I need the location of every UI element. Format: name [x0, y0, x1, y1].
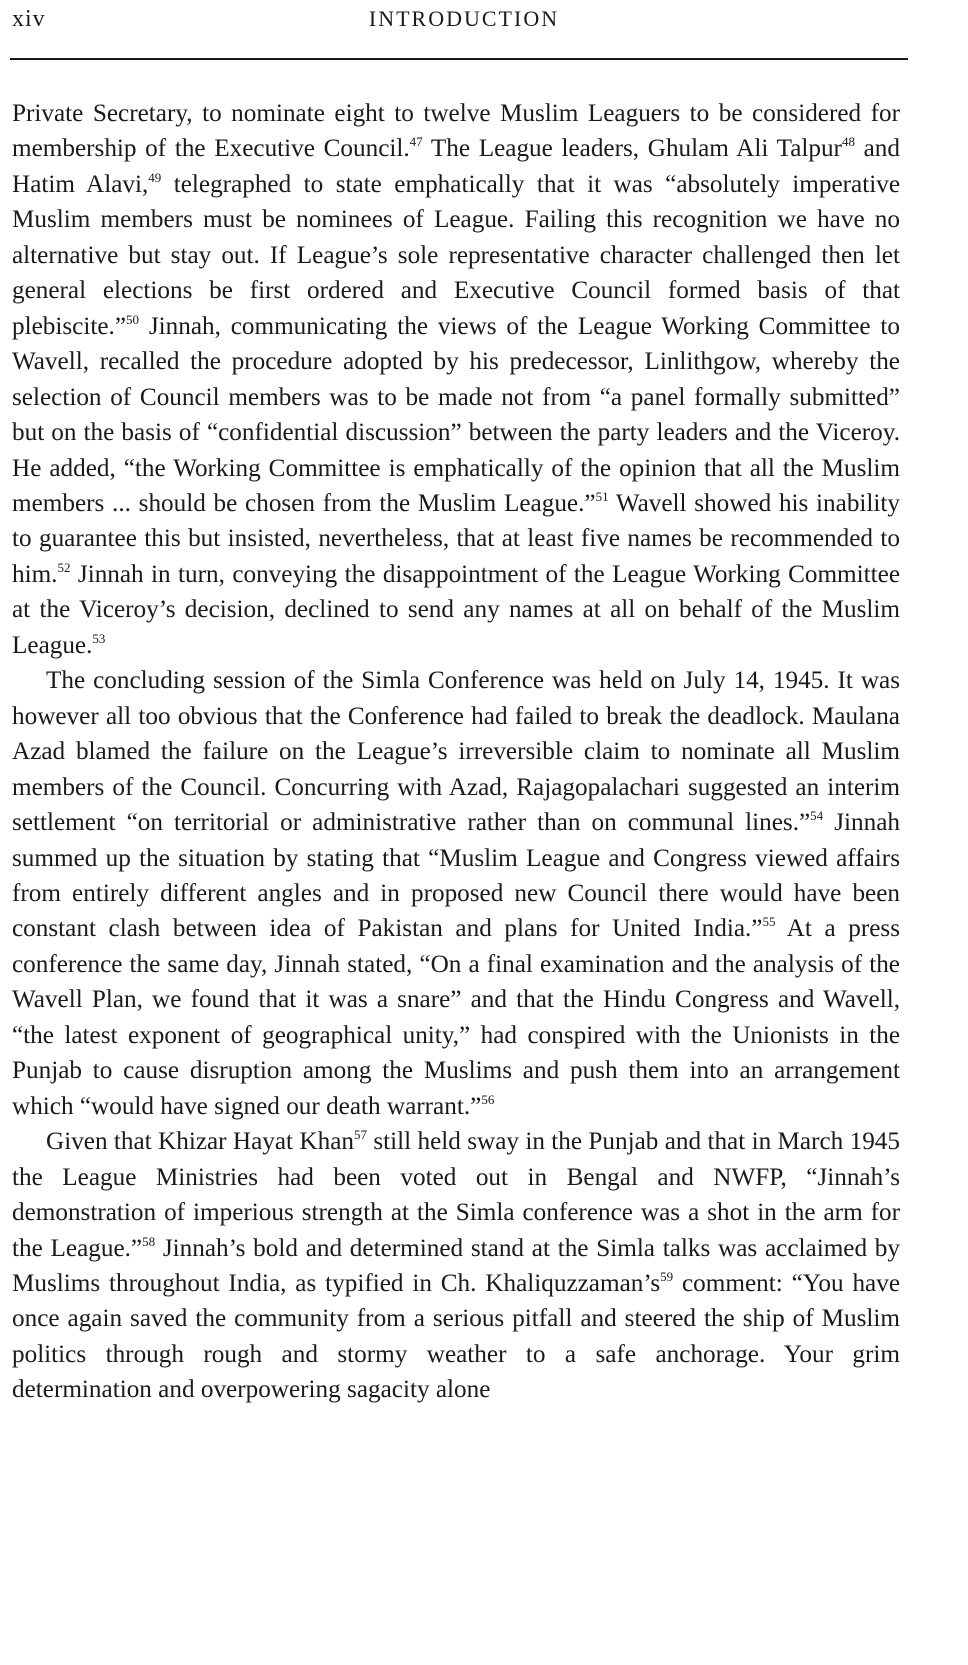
paragraph-text: Jinnah in turn, conveying the disappointment of the League Working Committee at the Viceroy’s decision, declined to send any names at all on behalf of the Muslim League.: [12, 560, 900, 659]
paragraph-text: still held sway in the Punjab and that in March 1945 the League Ministries had been voted out in Bengal and NWFP, “Jinnah’s demonstration of imperious strength at the Simla conference was a shot in the arm for the League.”: [12, 1128, 900, 1262]
header-rule: [10, 58, 908, 60]
footnote-ref: 47: [409, 134, 423, 150]
paragraph-text: Private Secretary, to nominate eight to twelve Muslim Leaguers to be considered for membership of the Executive Council.: [12, 100, 900, 163]
paragraph-text: Wavell showed his inability to guarantee this but insisted, nevertheless, that at least five names be recommended to him.: [12, 489, 901, 588]
paragraph-text: Given that Khizar Hayat Khan: [46, 1128, 354, 1156]
paragraph: [12, 663, 900, 1124]
paragraph: [12, 96, 900, 663]
paragraph-text: telegraphed to state emphatically that it was “absolutely imperative Muslim members must be nominees of League. Failing this recognition we have no alternative but stay out. If League’s sole representative character challenged then let general elections be first ordered and Executive Council formed basis of that plebiscite.”: [12, 170, 900, 340]
page-number: xiv: [12, 6, 46, 32]
footnote-ref: 53: [92, 630, 106, 646]
footnote-ref: 54: [810, 808, 824, 824]
paragraph-text: and Hatim Alavi,: [12, 135, 900, 198]
footnote-ref: 56: [481, 1091, 495, 1107]
footnote-ref: 50: [126, 311, 139, 327]
body-text: [12, 96, 900, 1408]
running-head: [12, 6, 916, 40]
paragraph-text: comment: “You have once again saved the community from a serious pitfall and steered the ship of Muslim politics through rough and stormy weather to a safe anchorage. Your grim determination and overpowering sagacity alone: [12, 1269, 900, 1404]
footnote-ref: 48: [841, 134, 855, 150]
paragraph: [12, 1124, 900, 1408]
footnote-ref: 55: [762, 914, 776, 930]
paragraph-text: Jinnah, communicating the views of the League Working Committee to Wavell, recalled the procedure adopted by his predecessor, Linlithgow, whereby the selection of Council members was to be made not from “a panel formally submitted” but on the basis of “confidential discussion” between the party leaders and the Viceroy. He added, “the Working Committee is emphatically of the opinion that all the Muslim members ... should be chosen from the Muslim League.”: [12, 312, 900, 517]
footnote-ref: 49: [148, 169, 162, 185]
running-title: INTRODUCTION: [368, 6, 560, 31]
footnote-ref: 58: [142, 1233, 156, 1249]
footnote-ref: 52: [57, 559, 71, 575]
footnote-ref: 57: [353, 1127, 367, 1143]
paragraph-text: Jinnah’s bold and determined stand at the Simla talks was acclaimed by Muslims throughout India, as typified in Ch. Khaliquzzaman’s: [12, 1234, 900, 1297]
paragraph-text: Jinnah summed up the situation by stating that “Muslim League and Congress viewed affairs from entirely different angles and in proposed new Council there would have been constant clash between idea of Pakistan and plans for United India.”: [12, 809, 900, 943]
paragraph-text: The League leaders, Ghulam Ali Talpur: [422, 135, 842, 163]
paragraph-text: At a press conference the same day, Jinnah stated, “On a final examination and the analysis of the Wavell Plan, we found that it was a snare” and that the Hindu Congress and Wavell, “the latest exponent of geographical unity,” had conspired with the Unionists in the Punjab to cause disruption among the Muslims and push them into an arrangement which “would have signed our death warrant.”: [12, 915, 900, 1120]
footnote-ref: 59: [660, 1268, 674, 1284]
footnote-ref: 51: [595, 488, 609, 504]
paragraph-text: The concluding session of the Simla Conference was held on July 14, 1945. It was however all too obvious that the Conference had failed to break the deadlock. Maulana Azad blamed the failure on the League’s irreversible claim to nominate all Muslim members of the Council. Concurring with Azad, Rajagopalachari suggested an interim settlement “on territorial or administrative rather than on communal lines.”: [12, 667, 900, 837]
